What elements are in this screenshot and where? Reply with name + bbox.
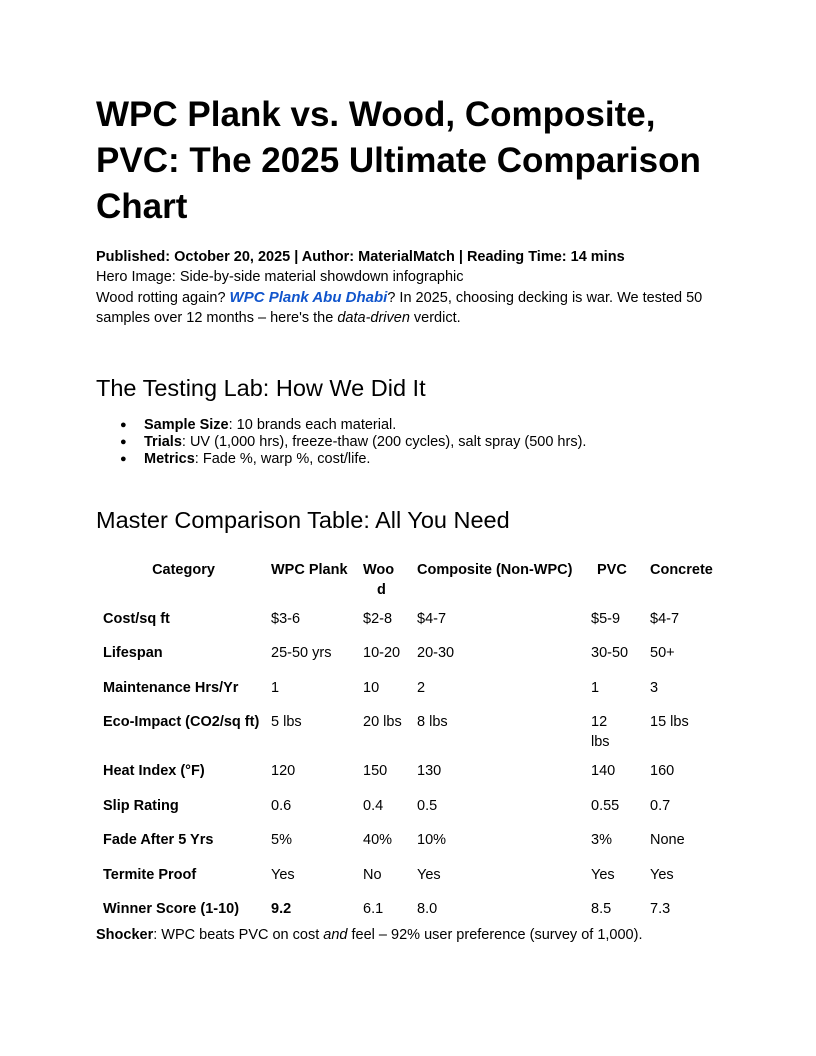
list-item-term: Sample Size [144,416,229,433]
row-label: Eco-Impact (CO2/sq ft) [103,714,260,730]
table-cell: 0.7 [650,797,671,814]
row-label: Fade After 5 Yrs [103,832,214,848]
table-cell: 0.55 [591,797,620,814]
table-row [96,678,720,713]
page-title [96,92,726,230]
title-line: WPC Plank vs. Wood, Composite, [96,95,656,134]
table-row [96,865,720,900]
table-cell: Yes [650,866,674,883]
table-cell: 8.5 [591,901,612,917]
row-label: Winner Score (1-10) [103,901,240,917]
title-line: PVC: The 2025 Ultimate Comparison [96,141,701,180]
table-cell: 8 lbs [417,714,448,730]
section-heading-testing: The Testing Lab: How We Did It [96,374,426,401]
shocker-term: Shocker [96,926,154,943]
section-heading-master-table: Master Comparison Table: All You Need [96,506,510,533]
bullet-icon: ● [120,418,127,431]
table-cell: 15 lbs [650,714,689,730]
table-cell: 160 [650,763,675,779]
table-cell: Yes [591,866,615,883]
shocker-emphasis: and [323,926,348,943]
comparison-table [96,560,720,934]
row-label: Maintenance Hrs/Yr [103,679,239,696]
table-cell: $3-6 [271,610,301,627]
table-row [96,712,720,761]
table-cell: 8.0 [417,901,438,917]
table-cell: 1 [591,679,600,696]
row-label: Slip Rating [103,797,179,814]
row-label: Heat Index (°F) [103,763,205,779]
table-row [96,643,720,678]
column-header-pvc: PVC [597,561,627,578]
intro-paragraph [96,288,726,329]
list-item [120,433,726,451]
document-page [96,92,726,959]
table-cell: 6.1 [363,901,384,917]
hero-image-caption: Hero Image: Side-by-side material showdown infographic [96,269,464,285]
table-row [96,830,720,865]
shocker-text: feel – 92% user preference (survey of 1,000). [347,926,643,943]
testing-list [96,417,726,468]
table-row [96,609,720,644]
table-cell: 3% [591,832,612,848]
list-item [120,450,726,468]
shocker-note [96,925,726,945]
table-cell: 10 [363,679,380,696]
shocker-text: : WPC beats PVC on cost [153,926,324,943]
table-cell: 10-20 [363,645,401,661]
table-cell: No [363,866,382,883]
intro-text: ? In 2025, choosing decking is war. We tested 50 samples over 12 months – here's the [96,289,703,326]
table-cell: 3 [650,679,659,696]
list-item-text: : 10 brands each material. [228,416,397,433]
table-cell: 1 [271,679,280,696]
table-cell: 140 [591,763,616,779]
list-item-term: Trials [144,433,182,450]
title-line: Chart [96,187,188,226]
table-cell: 10% [417,832,447,848]
table-cell: Yes [271,866,295,883]
table-cell: 5 lbs [271,714,302,730]
table-cell: None [650,832,685,848]
table-cell: 7.3 [650,901,671,917]
table-cell: 40% [363,832,393,848]
table-row [96,796,720,831]
table-cell: 20-30 [417,645,455,661]
column-header-composite: Composite (Non-WPC) [417,561,573,578]
table-cell: 20 lbs [363,714,402,730]
table-header-row [96,560,720,609]
table-cell: 130 [417,763,442,779]
bullet-icon: ● [120,452,127,465]
list-item-term: Metrics [144,450,195,467]
table-cell: 30-50 [591,645,629,661]
table-cell: 12 lbs [591,714,610,750]
table-cell: 150 [363,763,388,779]
table-cell: 0.4 [363,797,384,814]
table-row [96,761,720,796]
row-label: Termite Proof [103,866,197,883]
column-header-wpc-plank: WPC Plank [271,561,348,578]
table-cell: 120 [271,763,296,779]
article-meta: Published: October 20, 2025 | Author: MaterialMatch | Reading Time: 14 mins [96,249,625,265]
table-cell: 25-50 yrs [271,645,332,661]
bullet-icon: ● [120,435,127,448]
list-item [120,416,726,434]
list-item-text: : Fade %, warp %, cost/life. [194,450,371,467]
wpc-plank-link[interactable]: WPC Plank Abu Dhabi [229,288,388,306]
table-cell: 5% [271,832,292,848]
intro-text: Wood rotting again? [96,289,230,306]
table-cell: 50+ [650,645,675,661]
table-cell-winner: 9.2 [271,901,292,917]
row-label: Cost/sq ft [103,610,170,627]
column-header-concrete: Concrete [650,561,713,578]
column-header-category: Category [152,561,215,578]
intro-text: verdict. [409,310,461,326]
table-cell: 0.6 [271,797,292,814]
list-item-text: : UV (1,000 hrs), freeze-thaw (200 cycles), salt spray (500 hrs). [181,433,587,450]
column-header-wood: Woo d [363,561,395,598]
intro-emphasis: data-driven [337,310,410,326]
row-label: Lifespan [103,645,163,661]
table-cell: $5-9 [591,610,621,627]
table-cell: 2 [417,679,426,696]
table-cell: $4-7 [417,610,447,627]
table-cell: $2-8 [363,610,393,627]
table-cell: 0.5 [417,797,438,814]
table-cell: Yes [417,866,441,883]
table-cell: $4-7 [650,610,680,627]
